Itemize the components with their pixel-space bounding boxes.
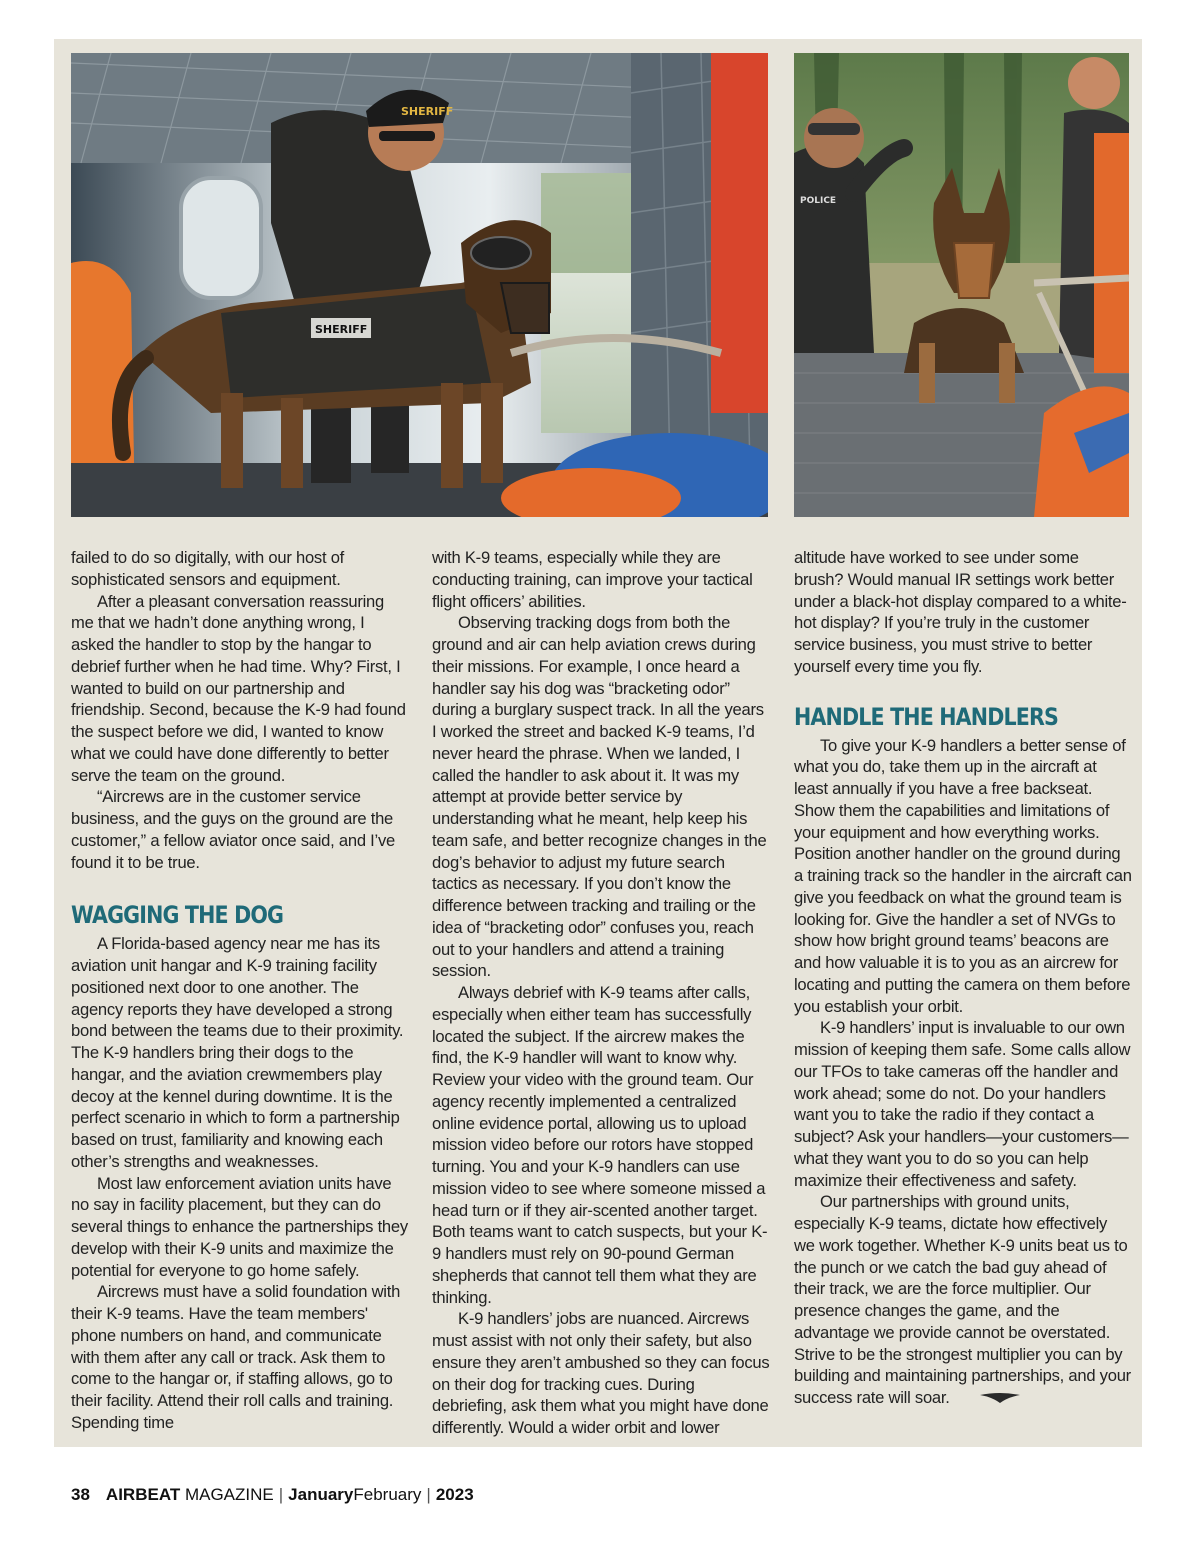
column-2-paragraph-2: Observing tracking dogs from both the ground and air can help aviation crews during their missions. For example, I once heard a handler say his dog was “bracketing odor” during a burglary suspect track. In all the years I worked the street and backed K-9 teams, I’d never heard the phrase. When we landed, I called the handler to ask about it. It was my attempt at provide better service by understanding what he meant, help keep his team safe, and better recognize changes in the dog’s behavior to adjust my future search tactics as necessary. If you don’t know the difference between tracking and trailing or the idea of “bracketing odor” confuses you, reach out to your handlers and attend a training session. (432, 613, 767, 981)
column-1-paragraph-4: A Florida-based agency near me has its aviation unit hangar and K-9 training facility positioned next door to one another. The agency reports they have developed a strong bond between the teams due to their proximity. The K-9 handlers bring their dogs to the hangar, and the aviation crewmembers play decoy at the kennel during downtime. It is the perfect scenario in which to form a partnership based on trust, familiarity and knowing each other’s strengths and weaknesses. (71, 934, 404, 1171)
column-1-paragraph-1: failed to do so digitally, with our host of sophisticated sensors and equipment. (71, 548, 345, 589)
section-heading-handle-the-handlers: HANDLE THE HANDLERS (794, 702, 1059, 731)
column-1-paragraph-6: Aircrews must have a solid foundation with their K-9 teams. Have the team members' phone numbers on hand, and communicate with them after any call or track. Ask them to come to the hangar or, if staffing allows, go to their facility. Attend their roll calls and training. Spending time (71, 1282, 401, 1432)
article-column-2 (432, 547, 770, 1439)
footer-separator-2: | (426, 1485, 431, 1504)
article-column-3 (794, 547, 1132, 1409)
issue-month-1: January (288, 1485, 354, 1504)
dog-vest-label: SHERIFF (315, 323, 368, 336)
column-3-paragraph-3: K-9 handlers’ input is invaluable to our own mission of keeping them safe. Some calls allow our TFOs to take cameras off the handler and work ahead; some do not. Do your handlers want you to take the radio if they contact a subject? Ask your handlers—your customers—what they want you to do so you can help maximize their effectiveness and safety. (794, 1018, 1131, 1190)
article-column-1 (71, 547, 409, 1434)
column-3-paragraph-4: Our partnerships with ground units, especially K-9 teams, dictate how effectively we work together. Whether K-9 units beat us to the punch or we catch the bad guy ahead of their track, we are the force multiplier. Our presence changes the game, and the advantage we provide cannot be overstated. Strive to be the strongest multiplier you can by building and maintaining partnerships, and your success rate will soar. (794, 1192, 1131, 1407)
section-heading-wagging-the-dog: WAGGING THE DOG (71, 901, 284, 930)
column-1-paragraph-2: After a pleasant conversation reassuring me that we hadn’t done anything wrong, I asked the handler to stop by the hangar to debrief further when he had time. Why? First, I wanted to build on our partnership and friendship. Second, because the K-9 had found the suspect before we did, I wanted to know what we could have done differently to better serve the team on the ground. (71, 591, 406, 785)
officer-vest-label: POLICE (800, 196, 837, 206)
magazine-brand: AIRBEAT (105, 1485, 181, 1504)
column-2-paragraph-4: K-9 handlers’ jobs are nuanced. Aircrews must assist with not only their safety, but also ensure they aren’t ambushed so they can focus on their dog for tracking cues. During debriefing, ask them what you might have done differently. Would a wider orbit and lower (432, 1309, 770, 1437)
column-3-paragraph-4-wrapper (794, 1191, 1132, 1409)
cap-label: SHERIFF (401, 105, 454, 118)
end-of-article-icon (954, 1388, 1020, 1410)
k9-helicopter-illustration (71, 53, 768, 517)
column-1-paragraph-3: “Aircrews are in the customer service business, and the guys on the ground are the customer,” a fellow aviator once said, and I’ve found it to be true. (71, 787, 395, 872)
issue-month-2: February (353, 1485, 422, 1504)
k9-outdoor-illustration (794, 53, 1129, 517)
issue-year: 2023 (435, 1485, 474, 1504)
column-2-paragraph-1: with K-9 teams, especially while they are conducting training, can improve your tactical flight officers’ abilities. (432, 548, 753, 611)
magazine-label: MAGAZINE (184, 1485, 274, 1504)
column-2-paragraph-3: Always debrief with K-9 teams after calls, especially when either team has successfully located the subject. If the aircrew makes the find, the K-9 handler will want to know why. Review your video with the ground team. Our agency recently implemented a centralized online evidence portal, allowing us to upload mission video before our rotors have stopped turning. You and your K-9 handlers can use mission video to see where someone missed a head turn or if they air-scented another target. Both teams want to catch suspects, but your K-9 handlers must rely on 90-pound German shepherds that cannot tell them what they are thinking. (432, 983, 768, 1307)
photo-k9-outdoor-training (794, 53, 1129, 517)
column-3-paragraph-1: altitude have worked to see under some brush? Would manual IR settings work better under a black-hot display compared to a white-hot display? If you’re truly in the customer service business, you must strive to better yourself every time you fly. (794, 548, 1127, 676)
footer-separator-1: | (278, 1485, 284, 1504)
page-footer (71, 1484, 474, 1506)
page-number: 38 (71, 1485, 90, 1504)
column-1-paragraph-5: Most law enforcement aviation units have no say in facility placement, but they can do several things to enhance the partnerships they develop with their K-9 units and maximize the potential for everyone to go home safely. (71, 1173, 408, 1280)
photo-k9-helicopter-cabin (71, 53, 768, 517)
column-3-paragraph-2: To give your K-9 handlers a better sense of what you do, take them up in the aircraft at least annually if you have a free backseat. Show them the capabilities and limitations of your equipment and how everything works. Position another handler on the ground during a training track so the handler in the aircraft can give you feedback on what the ground team is looking for. Give the handler a set of NVGs to show how bright ground teams’ beacons are and how valuable it is to you as an aircrew for locating and putting the camera on them before you establish your orbit. (794, 735, 1132, 1016)
